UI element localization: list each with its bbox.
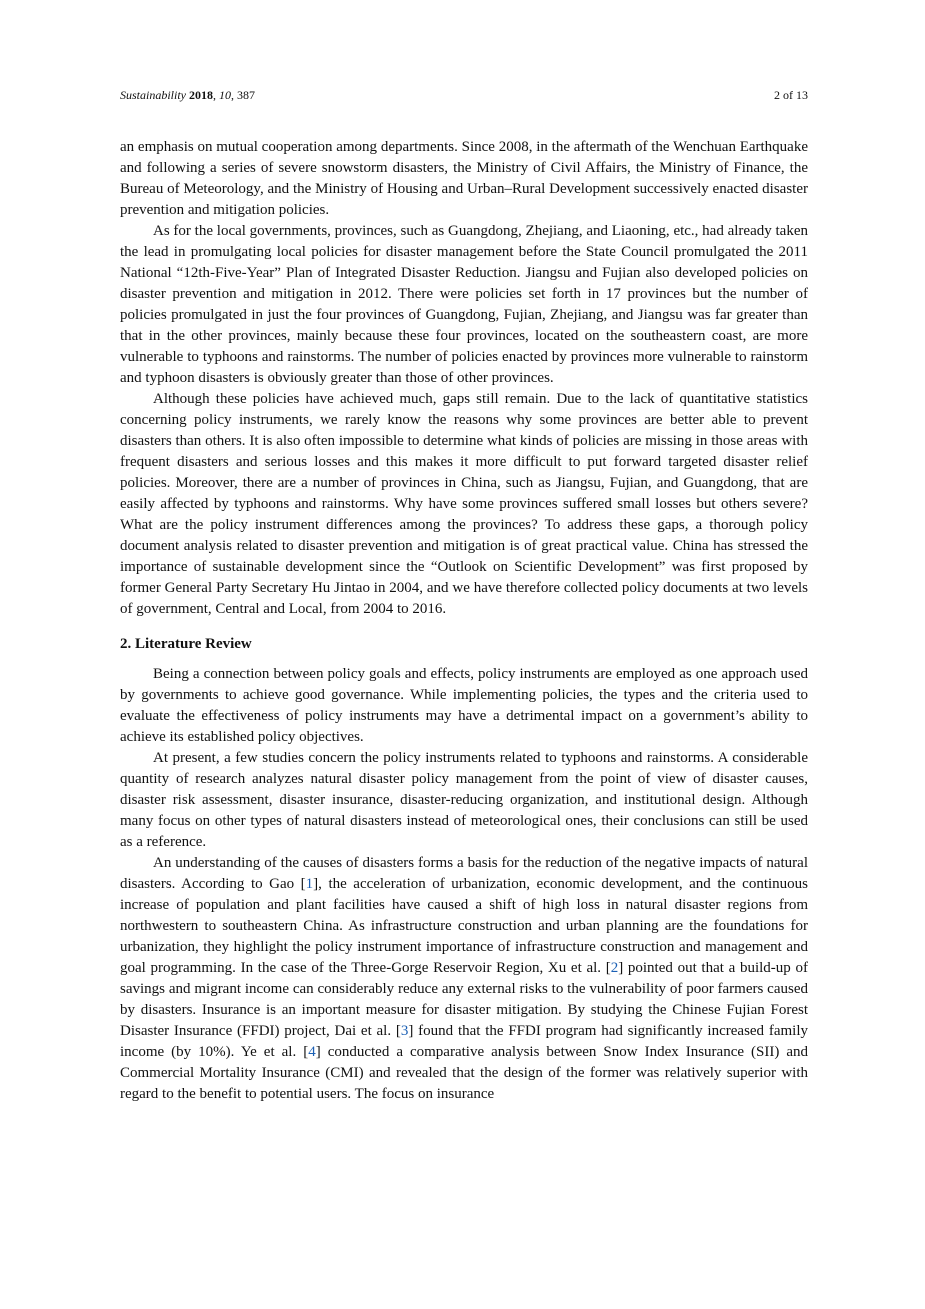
literature-paragraph-policy-instruments: Being a connection between policy goals and effects, policy instruments are employed as one approach used by governments to achieve good governance. While implementing policies, the types and the criteria used to evaluate the effectiveness of policy instruments may have a detrimental impact on a government’s ability to achieve its established policy objectives.	[120, 666, 808, 745]
citation-link-3[interactable]: 3	[400, 1023, 409, 1039]
intro-paragraph-continued: an emphasis on mutual cooperation among departments. Since 2008, in the aftermath of the Wenchuan Earthquake and following a series of severe snowstorm disasters, the Ministry of Civil Affairs, the Ministry of Finance, the Bureau of Meteorology, and the Ministry of Housing and Urban–Rural Development successively enacted disaster prevention and mitigation policies.	[120, 139, 808, 218]
journal-citation: Sustainability 2018, 10, 387	[120, 88, 255, 102]
text-run: ] conducted a comparative analysis between Snow Index Insurance (SII) and Commercial Mortality Insurance (CMI) and revealed that the design of the former was relatively superior with regard to the benefit to potential users. The focus on insurance	[120, 1044, 808, 1102]
page-number: 2 of 13	[774, 88, 808, 102]
text-run: ], the acceleration of urbanization, economic development, and the continuous increase of population and plant facilities have caused a shift of high loss in natural disaster regions from northwestern to southeastern China. As infrastructure construction and urban planning are the foundations for urbanization, they highlight the policy instrument importance of infrastructure construction and management and goal programming. In the case of the Three-Gorge Reservoir Region, Xu et al. [	[120, 876, 809, 976]
running-header	[120, 86, 808, 104]
journal-name: Sustainability	[120, 88, 186, 102]
intro-paragraph-gaps: Although these policies have achieved much, gaps still remain. Due to the lack of quantitative statistics concerning policy instruments, we rarely know the reasons why some provinces are better able to prevent disasters than others. It is also often impossible to determine what kinds of policies are missing in those areas with frequent disasters and serious losses and this makes it more difficult to put forward targeted disaster relief policies. Moreover, there are a number of provinces in China, such as Jiangsu, Fujian, and Guangdong, that are easily affected by typhoons and rainstorms. Why have some provinces suffered small losses but others severe? What are the policy instrument differences among the provinces? To address these gaps, a thorough policy document analysis related to disaster prevention and mitigation is of great practical value. China has stressed the importance of sustainable development since the “Outlook on Scientific Development” was first proposed by former General Party Secretary Hu Jintao in 2004, and we have therefore collected policy documents at two levels of government, Central and Local, from 2004 to 2016.	[120, 391, 808, 617]
page-body	[120, 137, 808, 1105]
text-run: ] found that the FFDI program had significantly increased family income (by 10%). Ye et al. [	[120, 1023, 808, 1060]
literature-paragraph-present-studies: At present, a few studies concern the policy instruments related to typhoons and rainstorms. A considerable quantity of research analyzes natural disaster policy management from the point of view of disaster causes, disaster risk assessment, disaster insurance, disaster-reducing organization, and institutional design. Although many focus on other types of natural disasters instead of meteorological ones, their conclusions can still be used as a reference.	[120, 750, 808, 850]
intro-paragraph-local-governments: As for the local governments, provinces, such as Guangdong, Zhejiang, and Liaoning, etc., had already taken the lead in promulgating local policies for disaster management before the State Council promulgated the 2011 National “12th-Five-Year” Plan of Integrated Disaster Reduction. Jiangsu and Fujian also developed policies on disaster prevention and mitigation in 2012. There were policies set forth in 17 provinces but the number of policies promulgated in just the four provinces of Guangdong, Fujian, Zhejiang, and Jiangsu was far greater than that in the other provinces, mainly because these four provinces, located on the southeastern coast, are more vulnerable to typhoons and rainstorms. The number of policies enacted by provinces more vulnerable to rainstorm and typhoon disasters is obviously greater than those of other provinces.	[120, 223, 808, 386]
citation-link-1[interactable]: 1	[305, 876, 314, 892]
article-number: 387	[237, 88, 255, 102]
literature-paragraph-disaster-causes	[120, 853, 808, 1105]
journal-year: 2018	[189, 88, 213, 102]
citation-link-4[interactable]: 4	[308, 1044, 316, 1060]
journal-volume: 10	[219, 88, 231, 102]
text-run: An understanding of the causes of disasters forms a basis for the reduction of the negative impacts of natural disasters. According to Gao [	[120, 855, 808, 892]
text-run: ] pointed out that a build-up of savings and migrant income can considerably reduce any external risks to the vulnerability of poor farmers caused by disasters. Insurance is an important measure for disaster mitigation. By studying the Chinese Fujian Forest Disaster Insurance (FFDI) project, Dai et al. [	[120, 960, 808, 1039]
section-heading-literature-review: 2. Literature Review	[120, 636, 252, 652]
citation-link-2[interactable]: 2	[610, 960, 619, 976]
